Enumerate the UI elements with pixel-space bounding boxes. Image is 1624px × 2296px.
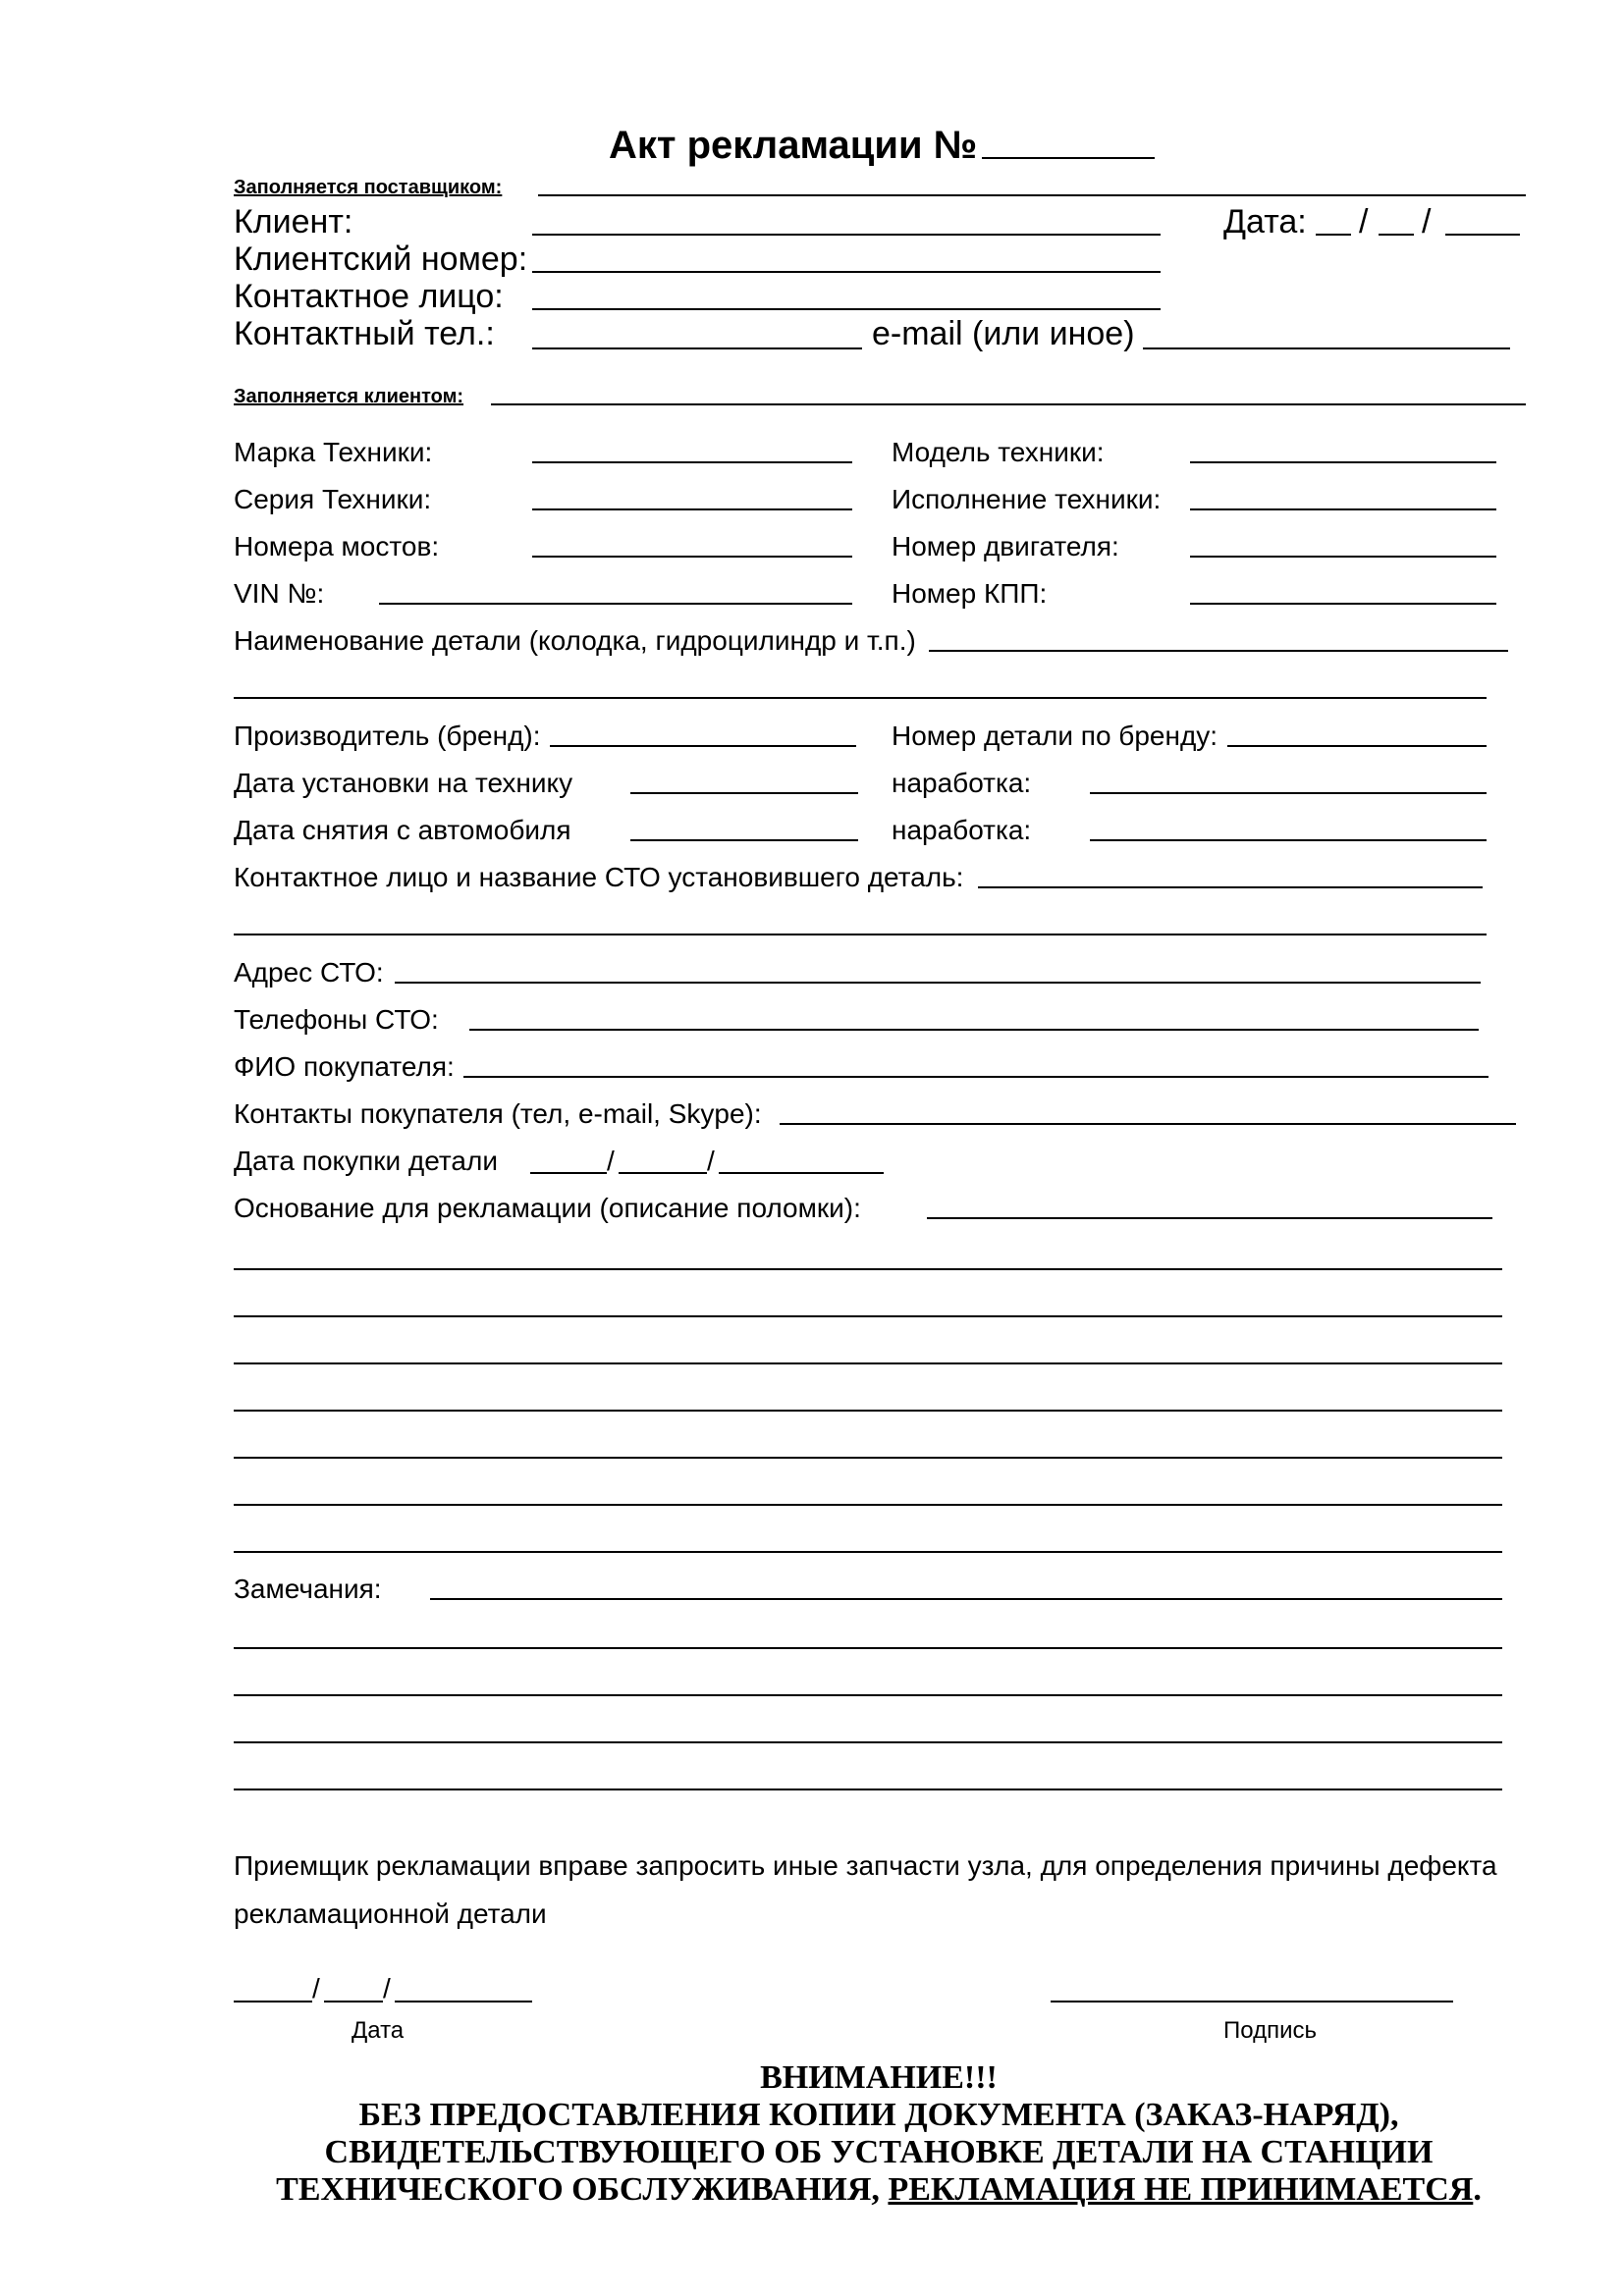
sign-day-field[interactable] [234, 2001, 312, 2002]
mileage-install-field[interactable] [1090, 792, 1487, 794]
reason-line[interactable] [234, 1504, 1502, 1506]
contact-person-label: Контактное лицо: [234, 278, 504, 315]
client-heading-rule [491, 403, 1526, 405]
removal-date-field[interactable] [630, 839, 858, 841]
brand-part-number-field[interactable] [1227, 745, 1487, 747]
date-separator: / [1422, 203, 1432, 240]
manufacturer-label: Производитель (бренд): [234, 721, 541, 751]
warning-line-final [157, 2171, 1600, 2209]
date-separator: / [607, 1146, 615, 1176]
date-separator: / [1359, 203, 1369, 240]
contact-person-field[interactable] [532, 308, 1161, 310]
engine-label: Номер двигателя: [892, 531, 1119, 561]
service-address-field[interactable] [395, 982, 1481, 984]
reason-line[interactable] [234, 1410, 1502, 1412]
email-label: e-mail (или иное) [872, 315, 1135, 352]
signature-field[interactable] [1051, 2001, 1453, 2002]
series-field[interactable] [532, 508, 852, 510]
signature-caption: Подпись [1223, 2017, 1317, 2044]
contact-phone-field[interactable] [532, 347, 862, 349]
manufacturer-field[interactable] [550, 745, 856, 747]
client-number-label: Клиентский номер: [234, 240, 528, 278]
purchase-date-label: Дата покупки детали [234, 1146, 498, 1176]
part-name-label: Наименование детали (колодка, гидроцилиндр и т.п.) [234, 625, 916, 656]
notice-text-line2: рекламационной детали [234, 1898, 547, 1929]
client-field[interactable] [532, 234, 1161, 236]
engine-field[interactable] [1190, 556, 1496, 558]
warning-line: СВИДЕТЕЛЬСТВУЮЩЕГО ОБ УСТАНОВКЕ ДЕТАЛИ НА СТАНЦИИ [324, 2134, 1434, 2170]
date-day-field[interactable] [1316, 234, 1351, 236]
contact-phone-label: Контактный тел.: [234, 315, 495, 352]
date-separator: / [707, 1146, 715, 1176]
service-contact-label: Контактное лицо и название СТО установившего деталь: [234, 862, 964, 892]
remarks-field[interactable] [430, 1598, 1502, 1600]
supplier-section-heading: Заполняется поставщиком: [234, 177, 503, 198]
brand-label: Марка Техники: [234, 437, 433, 467]
warning-prefix: ТЕХНИЧЕСКОГО ОБСЛУЖИВАНИЯ, [276, 2171, 889, 2208]
vin-label: VIN №: [234, 578, 325, 609]
client-section-heading: Заполняется клиентом: [234, 386, 464, 407]
client-label: Клиент: [234, 203, 353, 240]
date-year-field[interactable] [1445, 234, 1520, 236]
sign-month-field[interactable] [324, 2001, 383, 2002]
email-field[interactable] [1143, 347, 1510, 349]
notice-text-line1: Приемщик рекламации вправе запросить иные запчасти узла, для определения причины дефекта [234, 1850, 1497, 1881]
part-name-field[interactable] [929, 650, 1508, 652]
removal-date-label: Дата снятия с автомобиля [234, 815, 571, 845]
brand-field[interactable] [532, 461, 852, 463]
reason-label: Основание для рекламации (описание поломки): [234, 1193, 861, 1223]
date-month-field[interactable] [1379, 234, 1414, 236]
service-contact-field[interactable] [978, 886, 1483, 888]
page-title: Акт рекламации № [609, 124, 978, 167]
buyer-contacts-field[interactable] [780, 1123, 1516, 1125]
reason-line[interactable] [234, 1457, 1502, 1459]
install-date-label: Дата установки на технику [234, 768, 573, 798]
model-label: Модель техники: [892, 437, 1105, 467]
reason-line[interactable] [234, 1362, 1502, 1364]
remarks-line[interactable] [234, 1647, 1502, 1649]
warning-heading: ВНИМАНИЕ!!! [760, 2059, 998, 2096]
reason-line[interactable] [234, 1315, 1502, 1317]
warning-emphasis: РЕКЛАМАЦИЯ НЕ ПРИНИМАЕТСЯ [888, 2171, 1474, 2208]
mileage-removal-label: наработка: [892, 815, 1032, 845]
buyer-contacts-label: Контакты покупателя (тел, e-mail, Skype): [234, 1098, 762, 1129]
sign-year-field[interactable] [395, 2001, 532, 2002]
gearbox-label: Номер КПП: [892, 578, 1048, 609]
service-phones-label: Телефоны СТО: [234, 1004, 439, 1035]
reason-line[interactable] [234, 1551, 1502, 1553]
version-label: Исполнение техники: [892, 484, 1162, 514]
brand-part-number-label: Номер детали по бренду: [892, 721, 1218, 751]
client-number-field[interactable] [532, 271, 1161, 273]
act-number-field[interactable] [982, 157, 1155, 159]
remarks-line[interactable] [234, 1694, 1502, 1696]
mileage-install-label: наработка: [892, 768, 1032, 798]
purchase-year-field[interactable] [719, 1172, 884, 1174]
model-field[interactable] [1190, 461, 1496, 463]
reason-line[interactable] [234, 1268, 1502, 1270]
date-separator: / [383, 1973, 391, 2003]
series-label: Серия Техники: [234, 484, 432, 514]
axles-field[interactable] [532, 556, 852, 558]
date-label: Дата: [1223, 203, 1307, 240]
purchase-day-field[interactable] [530, 1172, 607, 1174]
gearbox-field[interactable] [1190, 603, 1496, 605]
service-phones-field[interactable] [469, 1029, 1479, 1031]
supplier-heading-rule [538, 194, 1526, 196]
date-separator: / [312, 1973, 320, 2003]
axles-label: Номера мостов: [234, 531, 440, 561]
remarks-line[interactable] [234, 1789, 1502, 1790]
part-name-field-continued[interactable] [234, 697, 1487, 699]
remarks-line[interactable] [234, 1741, 1502, 1743]
purchase-month-field[interactable] [619, 1172, 707, 1174]
version-field[interactable] [1190, 508, 1496, 510]
date-caption: Дата [352, 2017, 405, 2044]
remarks-label: Замечания: [234, 1574, 382, 1604]
buyer-name-label: ФИО покупателя: [234, 1051, 455, 1082]
mileage-removal-field[interactable] [1090, 839, 1487, 841]
install-date-field[interactable] [630, 792, 858, 794]
service-address-label: Адрес СТО: [234, 957, 384, 988]
service-contact-field-continued[interactable] [234, 934, 1487, 935]
reason-field[interactable] [927, 1217, 1492, 1219]
warning-line: БЕЗ ПРЕДОСТАВЛЕНИЯ КОПИИ ДОКУМЕНТА (ЗАКАЗ-НАРЯД), [358, 2097, 1399, 2133]
vin-field[interactable] [379, 603, 852, 605]
buyer-name-field[interactable] [463, 1076, 1489, 1078]
warning-suffix: . [1473, 2171, 1482, 2208]
